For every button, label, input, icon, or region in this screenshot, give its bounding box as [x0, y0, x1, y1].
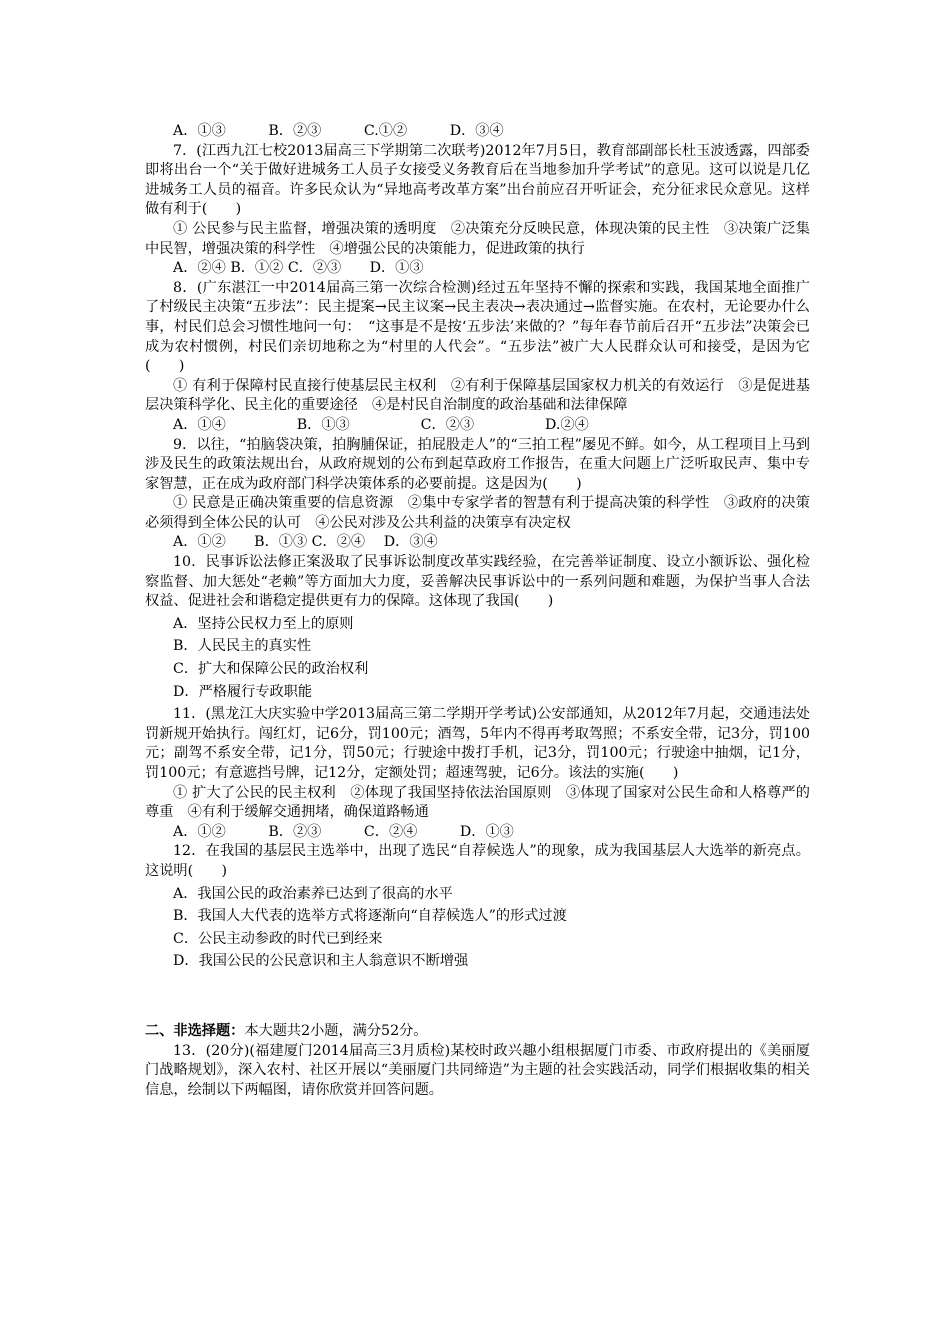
q11-stem: 11．(黑龙江大庆实验中学2013届高三第二学期开学考试)公安部通知，从2012年7月起，交通违法处罚新规开始执行。闯红灯，记6分，罚100元；酒驾，5年内不得再考取驾照；不系安全带，记3分，罚100元；副驾不系安全带，记1分，罚50元；行驶途中拨打手机，记3分，罚100元；行驶途中抽烟，记1分，罚100元；有意遮挡号牌，记12分，定额处罚；超速驾驶，记6分。该法的实施( )	[145, 706, 810, 781]
section-2-title: 二、非选择题：	[145, 1022, 245, 1039]
q7-items: ① 公民参与民主监督，增强决策的透明度 ②决策充分反映民意，体现决策的民主性 ③决策广泛集中民智，增强决策的科学性 ④增强公民的决策能力，促进政策的执行	[145, 220, 810, 257]
q12-option-a: A．我国公民的政治素养已达到了很高的水平	[173, 885, 453, 902]
q11-options: A．①② B．②③ C．②④ D．①③	[173, 823, 514, 840]
q12-option-b: B．我国人大代表的选举方式将逐渐向“自荐候选人”的形式过渡	[173, 908, 567, 925]
q9-stem: 9．以往，“拍脑袋决策，拍胸脯保证，拍屁股走人”的“三拍工程”屡见不鲜。如今，从工程项目上马到涉及民生的政策法规出台，从政府规划的公布到起草政府工作报告，在重大问题上广泛听取民声、集中专家智慧，正在成为政府部门科学决策体系的必要前提。这是因为( )	[145, 436, 810, 492]
q8-options: A．①④ B．①③ C．②③ D.②④	[173, 416, 589, 433]
q7-stem: 7．(江西九江七校2013届高三下学期第二次联考)2012年7月5日，教育部副部长杜玉波透露，四部委即将出台一个“关于做好进城务工人员子女接受义务教育后在当地参加升学考试”的意见。这可以说是几亿进城务工人员的福音。许多民众认为“异地高考改革方案”出台前应召开听证会，充分征求民众意见。这样做有利于( )	[145, 142, 810, 218]
exam-page	[145, 122, 810, 1100]
q10-stem: 10．民事诉讼法修正案汲取了民事诉讼制度改革实践经验，在完善举证制度、设立小额诉讼、强化检察监督、加大惩处“老赖”等方面加大力度，妥善解决民事诉讼中的一系列问题和难题，为保护当事人合法权益、促进社会和谐稳定提供更有力的保障。这体现了我国( )	[145, 554, 810, 610]
section-2-heading	[145, 1022, 810, 1042]
q7-options: A．②④ B．①② C．②③ D．①③	[173, 260, 424, 277]
q6-options: A．①③ B．②③ C.①② D．③④	[173, 123, 504, 139]
q10-option-b: B．人民民主的真实性	[173, 638, 312, 655]
q9-options: A．①② B．①③ C．②④ D．③④	[173, 534, 438, 551]
q10-option-d: D．严格履行专政职能	[173, 683, 313, 700]
q12-stem: 12．在我国的基层民主选举中，出现了选民“自荐候选人”的现象，成为我国基层人大选举的新亮点。这说明( )	[145, 843, 810, 879]
q12-option-d: D．我国公民的公民意识和主人翁意识不断增强	[173, 953, 469, 970]
q9-items: ① 民意是正确决策重要的信息资源 ②集中专家学者的智慧有利于提高决策的科学性 ③政府的决策必须得到全体公民的认可 ④公民对涉及公共利益的决策享有决定权	[145, 495, 810, 531]
q10-option-c: C．扩大和保障公民的政治权利	[173, 661, 369, 678]
q8-stem: 8．(广东湛江一中2014届高三第一次综合检测)经过五年坚持不懈的探索和实践，我国某地全面推广了村级民主决策“五步法”：民主提案→民主议案→民主表决→表决通过→监督实施。在农村，无论要办什么事，村民们总会习惯性地问一句： “这事是不是按‘五步法’来做的？”每年春节前后召开“五步法”决策会已成为农村惯例，村民们亲切地称之为“村里的人代会”。“五步法”被广大人民群众认可和接受，是因为它( )	[145, 279, 810, 375]
q11-items: ① 扩大了公民的民主权利 ②体现了我国坚持依法治国原则 ③体现了国家对公民生命和人格尊严的尊重 ④有利于缓解交通拥堵，确保道路畅通	[145, 784, 810, 821]
q8-items: ① 有利于保障村民直接行使基层民主权利 ②有利于保障基层国家权力机关的有效运行 ③是促进基层决策科学化、民主化的重要途径 ④是村民自治制度的政治基础和法律保障	[145, 377, 810, 414]
q10-option-a: A．坚持公民权力至上的原则	[173, 615, 354, 632]
q12-option-c: C．公民主动参政的时代已到经来	[173, 930, 383, 947]
q13-stem: 13．(20分)(福建厦门2014届高三3月质检)某校时政兴趣小组根据厦门市委、市政府提出的《美丽厦门战略规划》，深入农村、社区开展以“美丽厦门共同缔造”为主题的社会实践活动，同学们根据收集的相关信息，绘制以下两幅图，请你欣赏并回答问题。	[145, 1042, 810, 1098]
section-2-description: 本大题共2小题，满分52分。	[244, 1022, 428, 1039]
